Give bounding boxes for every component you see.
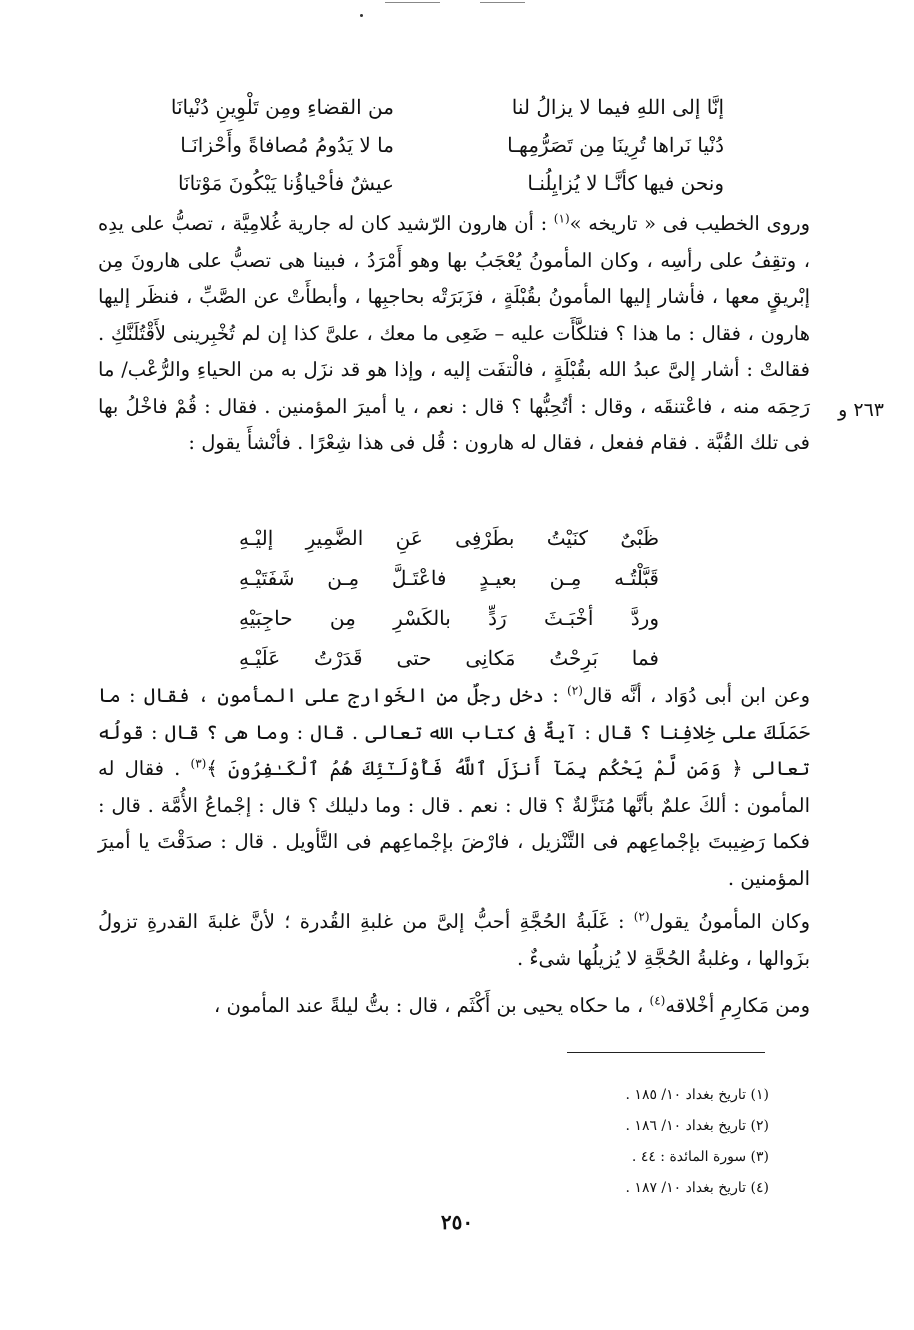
paragraph-text: . فقال له المأمون : ألكَ علمٌ بأنَّها مُنَزَّلةٌ ؟ قال : نعم . قال : وما دليلك ؟ قال : إجْماعُ الأُمَّة . قال : فكما رَضِيبتَ بإجْماعِهم فى التَّنْزيل ، فارْضَ بإجْماعِهم فى التَّأويل . قال : صدَقْتَ يا أميرَ المؤمنين . xyxy=(98,757,810,890)
paragraph-4 xyxy=(98,988,810,1025)
footnote-ref[interactable]: (٤) xyxy=(649,993,666,1008)
verse-line: ظَبْىٌ كنَيْتُ بطَرْفِى عَنِ الضَّمِيرِ إليْـهِ xyxy=(239,526,659,550)
verse-hemistich-second: من القضاءِ ومِن تَلْوِينِ دُنْيانَا xyxy=(170,95,394,119)
verse-line xyxy=(124,126,724,164)
footnote-separator xyxy=(567,1052,765,1053)
verse-line xyxy=(124,88,724,126)
footnote-item: (٣) سورة المائدة : ٤٤ . xyxy=(631,1149,769,1165)
top-rule-right xyxy=(480,2,525,3)
top-dot xyxy=(360,14,363,17)
paragraph-text: : غَلَبةُ الحُجَّةِ أحبُّ إلىَّ من غلبةِ القُدرة ؛ لأنَّ غلبةَ القدرةِ تزولُ بزَوالها ، وغلبةُ الحُجَّةِ لا يُزيلُها شىءٌ . xyxy=(98,910,810,970)
verse-line: قَبَّلْتُـه مِـن بعيـدٍ فاعْتَـلَّ مِـن شَفَتَيْـهِ xyxy=(239,566,659,590)
verse-hemistich-second: ما لا يَدُومُ مُصافاةً وأَحْزانَـا xyxy=(180,133,394,157)
verse-line xyxy=(124,164,724,202)
footnote-item: (٤) تاريخ بغداد ١٠/ ١٨٧ . xyxy=(625,1180,769,1196)
paragraph-2 xyxy=(98,678,810,897)
verse-hemistich-first: ونحن فيها كأنَّـا لا يُزايِلُنـا xyxy=(527,171,724,195)
footnote-item: (١) تاريخ بغداد ١٠/ ١٨٥ . xyxy=(625,1087,769,1103)
footnote-ref[interactable]: (٢) xyxy=(567,683,583,698)
page-number: ٢٥٠ xyxy=(440,1210,474,1234)
manuscript-folio-note: ٢٦٣ و xyxy=(838,399,884,421)
paragraph-text: : أن هارون الرّشيد كان له جارية غُلامِيَّة ، تصبُّ على يدِه ، وتقِفُ على رأسِه ، وكان المأمونُ يُعْجَبُ بها وهو أَمْرَدُ ، فبينا هى تصبُّ على هارونَ مِن إبْريقٍ معها ، فأشار إليها المأمونُ بقُبْلَةٍ ، فزَبَرَتْه بحاجبِها ، وأبطأَتْ عن الصَّبِّ ، فنظَر إليها هارون ، فقال : ما هذا ؟ فتلكَّأَت عليه – ضَعِى ما معك ، علىَّ كذا إن لم تُخْبِرينى لأَقْتُلَنَّكِ . فقالتْ : أشار إلىَّ عبدُ الله بقُبْلَةٍ ، فالْتفَت إليه ، وإذا هو قد نزَل به من الحياءِ والرُّعْب/ ما رَحِمَه منه ، فاعْتنقَه ، وقال : أتُحِبُّها ؟ قال : نعم ، يا أميرَ المؤمنين . فقال : قُمْ فاخْلُ بها فى تلك القُبَّة . فقام ففعل ، فقال له هارون : قُل فى هذا شِعْرًا . فأنْشأَ يقول : xyxy=(98,212,810,454)
paragraph-text: ومن مَكارِمِ أخْلاقه xyxy=(665,994,810,1017)
verse-line: وردَّ أخْبَـثَ رَدٍّ بالكَسْرِ مِن حاجِبَيْهِ xyxy=(239,606,659,630)
paragraph-text: ، ما حكاه يحيى بن أَكْثَم ، قال : بتُّ ليلةً عند المأمون ، xyxy=(214,994,644,1017)
footnote-item: (٢) تاريخ بغداد ١٠/ ١٨٦ . xyxy=(625,1118,769,1134)
footnote-ref[interactable]: (١) xyxy=(553,211,570,226)
poem-1 xyxy=(124,88,724,202)
poem-2 xyxy=(239,518,659,678)
verse-hemistich-second: عيشٌ فأحْياؤُنا يَبْكُونَ مَوْتانَا xyxy=(177,171,394,195)
paragraph-text: وعن ابن أبى دُوَاد ، أنَّه قال xyxy=(582,684,811,707)
footnote-ref[interactable]: (٣) xyxy=(190,756,207,771)
paragraph-3 xyxy=(98,904,810,977)
verse-hemistich-first: دُنْيا نَراها تُرِينَا مِن تَصَرُّمِهـا xyxy=(507,133,724,157)
paragraph-1 xyxy=(98,206,810,462)
top-rule-left xyxy=(385,2,440,3)
verse-line: فما بَرِحْتُ مَكانِى حتى قَدَرْتُ عَلَيْـهِ xyxy=(239,646,659,670)
footnote-ref[interactable]: (٢) xyxy=(633,909,650,924)
verse-hemistich-first: إنَّا إلى اللهِ فيما لا يزالُ لنا xyxy=(511,95,724,119)
paragraph-text: : دخل رجلٌ من الخَوارج على المأمون ، فقال : ما حَمَلَكَ على خِلافِنا ؟ قال : آيةٌ فى كتاب الله تعالى . قال : وما هى ؟ قال : قولُه تعالى ﴿ وَمَن لَّمْ يَحْكُم بِمَآ أَنزَلَ ٱللَّهُ فَأُوْلَـٰٓئِكَ هُمُ ٱلْكَـٰفِرُونَ ﴾ xyxy=(98,684,810,780)
footnotes xyxy=(369,1080,769,1204)
paragraph-text: وروى الخطيب فى « تاريخه » xyxy=(569,212,810,235)
paragraph-text: وكان المأمونُ يقول xyxy=(649,910,810,933)
